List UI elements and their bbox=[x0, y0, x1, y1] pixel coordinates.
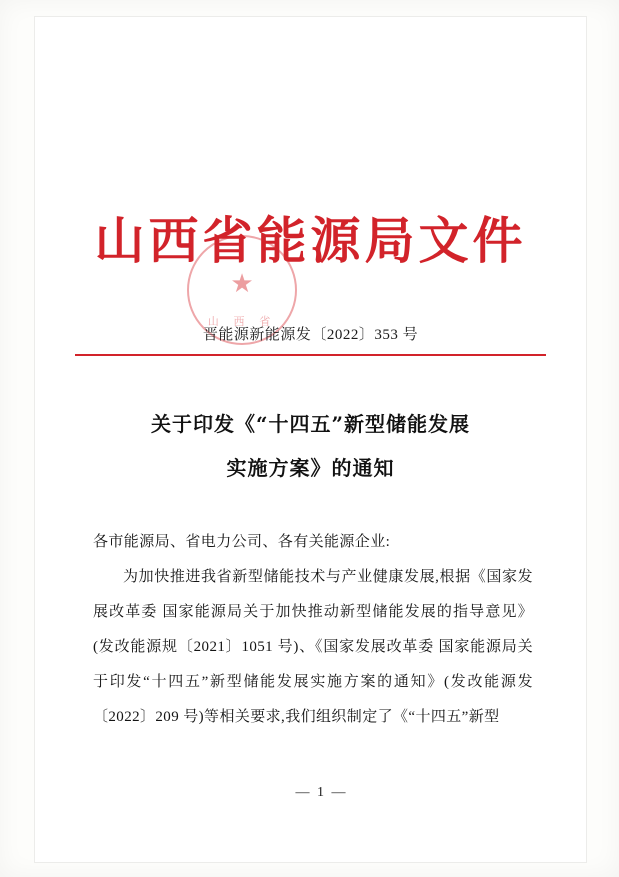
salutation: 各市能源局、省电力公司、各有关能源企业: bbox=[93, 534, 391, 550]
masthead-title: 山西省能源局文件 bbox=[94, 211, 527, 270]
page-number bbox=[35, 785, 586, 801]
red-divider-rule bbox=[75, 354, 546, 356]
body-paragraph-1: 为加快推进我省新型储能技术与产业健康发展,根据《国家发展改革委 国家能源局关于加快推动新型储能发展的指导意见》(发改能源规〔2021〕1051 号)、《国家发展改革委 国家能源局关于印发“十四五”新型储能发展实施方案的通知》(发改能源发〔2022〕209 号)等相关要求,我们组织制定了《“十四五”新型 bbox=[93, 569, 533, 725]
page-number-text: — 1 — bbox=[295, 785, 348, 800]
document-title-line-1: 关于印发《“十四五”新型储能发展 bbox=[150, 412, 470, 436]
seal-star-icon: ★ bbox=[230, 268, 254, 298]
document-title bbox=[93, 402, 528, 490]
document-sheet bbox=[34, 16, 587, 863]
document-title-line-2: 实施方案》的通知 bbox=[226, 456, 395, 480]
seal-text: 山 西 省 bbox=[207, 316, 277, 328]
document-body bbox=[93, 525, 533, 735]
document-masthead bbox=[35, 213, 586, 268]
document-number: 晋能源新能源发〔2022〕353 号 bbox=[202, 327, 419, 343]
